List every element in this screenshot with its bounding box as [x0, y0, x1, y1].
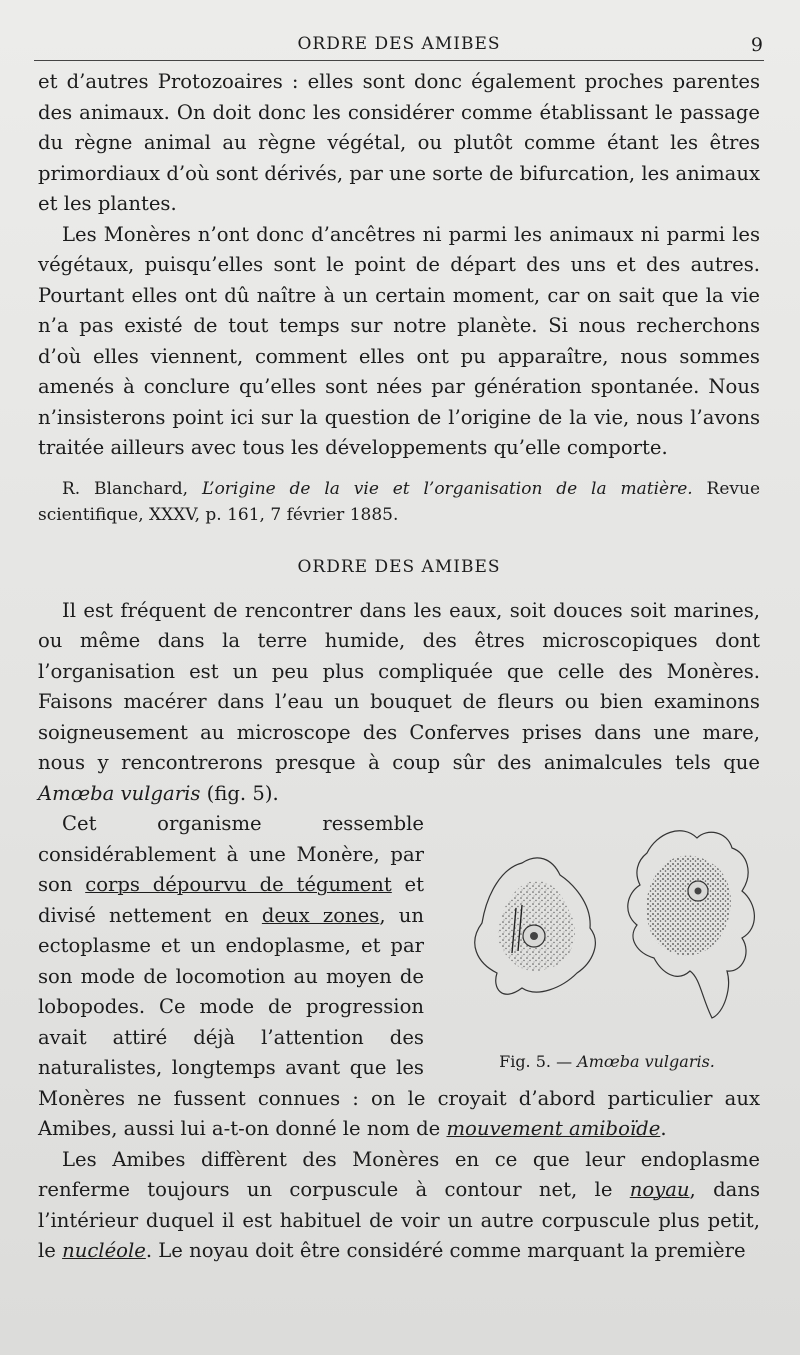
figure-reference: (fig. 5). — [200, 781, 279, 805]
paragraph-4-text-a: Cet organisme ressemble considérablement à une Monère, par son — [38, 812, 424, 896]
figure-label: Fig. 5. — — [499, 1052, 578, 1071]
amoeba-left — [475, 858, 596, 994]
term-nucleole: nucléole — [62, 1239, 146, 1262]
underlined-phrase-body: corps dépourvu de tégument — [85, 873, 392, 896]
underlined-phrase-zones: deux zones — [261, 903, 380, 927]
paragraph-1: et d’autres Protozoaires : elles sont donc également proches parentes des animaux. On doit donc les considérer comme établissant le passage du règne animal au règne végétal, ou plutôt comme étant les êtres primordiaux d’où sont dérivés, par une sorte de bifurcation, les animaux et les plantes. — [38, 70, 760, 215]
citation — [38, 476, 760, 528]
paragraph-3 — [38, 596, 760, 810]
page-number: 9 — [750, 34, 764, 56]
citation-author: R. Blanchard, — [62, 478, 202, 499]
paragraph-5-text-b: , dans l’intérieur duquel il est habituel de voir un autre corpuscule plus petit, le — [38, 1178, 761, 1262]
figure-caption-species: Amœba vulgaris. — [577, 1052, 715, 1071]
paragraph-3-text: Il est fréquent de rencontrer dans les eaux, soit douces soit marines, ou même dans la terre humide, des êtres microscopiques dont l’organisation est un peu plus compliquée que celle des Monères. Faisons macérer dans l’eau un bouquet de fleurs ou bien examinons soigneusement au microscope des Conferves prises dans une mare, nous y rencontrerons presque à coup sûr des animalcules tels que — [38, 598, 760, 774]
paragraph-4-end: . — [660, 1117, 667, 1140]
citation-source: Revue scientifique, XXXV, p. 161, 7 février 1885. — [38, 478, 761, 525]
figure-caption — [442, 1052, 772, 1071]
term-amoeboid-movement: mouvement amiboïde — [446, 1117, 661, 1140]
citation-title: L’origine de la vie et l’organisation de la matière. — [201, 478, 693, 499]
paragraph-5 — [38, 1145, 760, 1267]
header-rule — [34, 60, 764, 61]
amoeba-right — [628, 831, 755, 1018]
term-noyau: noyau — [629, 1178, 690, 1201]
paragraph-2: Les Monères n’ont donc d’ancêtres ni parmi les animaux ni parmi les végétaux, puisqu’elles sont le point de départ des uns et des autres. Pourtant elles ont dû naître à un certain moment, car on sait que la vie n’a pas existé de tout temps sur notre planète. Si nous recherchons d’où elles viennent, comment elles ont pu apparaître, nous sommes amenés à conclure qu’elles sont nées par génération spontanée. Nous n’insisterons point ici sur la question de l’origine de la vie, nous l’avons traitée ailleurs avec tous les développements qu’elle comporte. — [38, 222, 760, 459]
amoeba-illustration — [442, 813, 772, 1043]
paragraph-5-text-a: Les Amibes diffèrent des Monères en ce que leur endoplasme renferme toujours un corpuscule à contour net, le — [38, 1147, 760, 1201]
paragraph-4-text-b: et divisé nettement en — [38, 873, 424, 927]
figure-5 — [442, 813, 772, 1071]
paragraph-5-text-c: . Le noyau doit être considéré comme marquant la première — [145, 1239, 746, 1262]
paragraph-4-text-c: , un ectoplasme et un endoplasme, et par son mode de locomotion au moyen de lobopodes. Ce mode de progression avait attiré déjà l’attention des naturalistes, longtemps avant que les Monères ne fussent connues : on le croyait d’abord particulier aux Amibes, aussi lui a-t-on donné le nom de — [38, 903, 760, 1140]
running-head — [38, 30, 764, 60]
running-title: ORDRE DES AMIBES — [297, 34, 501, 54]
species-name: Amœba vulgaris — [38, 781, 201, 805]
section-title: ORDRE DES AMIBES — [297, 556, 501, 577]
